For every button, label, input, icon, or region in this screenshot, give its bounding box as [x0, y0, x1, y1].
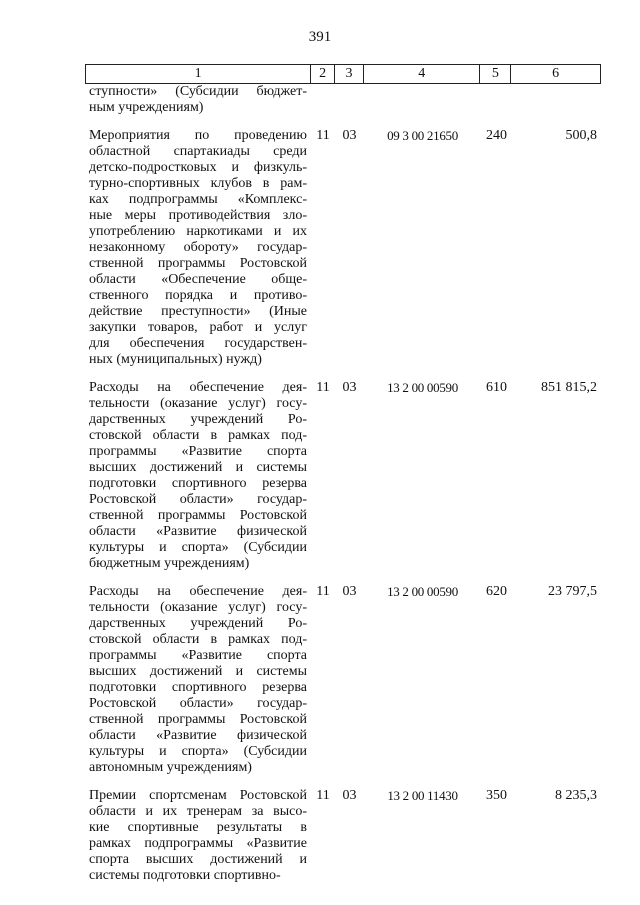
description-line: высших достижений и системы: [89, 460, 307, 475]
table-row: [85, 584, 601, 776]
description-line: Премии спортсменам Ростовской: [89, 788, 307, 803]
row-target-code: 09 3 00 21650: [387, 128, 458, 143]
header-col-2: 2: [311, 65, 335, 83]
description-line: употреблению наркотиками и их: [89, 224, 307, 239]
description-line: ках подпрограммы «Комплекс-: [89, 192, 307, 207]
description-line: тельности (оказание услуг) госу-: [89, 600, 307, 615]
description-line: программы «Развитие спорта: [89, 648, 307, 663]
row-section: 11: [316, 128, 330, 143]
description-line: программы «Развитие спорта: [89, 444, 307, 459]
row-section: 11: [316, 788, 330, 803]
row-description: [85, 128, 311, 368]
description-line: для обеспечения государствен-: [89, 336, 307, 351]
description-line: ных (муниципальных) нужд): [89, 352, 262, 367]
description-line: культуры и спорта» (Субсидии: [89, 540, 307, 555]
description-line: Расходы на обеспечение дея-: [89, 380, 307, 395]
header-col-6: 6: [552, 66, 560, 81]
row-description: [85, 788, 311, 884]
table-row: [85, 380, 601, 572]
description-line: автономным учреждениям): [89, 760, 252, 775]
row-subsection: 03: [342, 584, 357, 599]
page-number: 391: [308, 29, 332, 45]
description-line: ственной программы Ростовской: [89, 712, 307, 727]
description-line: Ростовской области» государ-: [89, 492, 307, 507]
description-line: рамках подпрограммы «Развитие: [89, 836, 307, 851]
row-section: 11: [316, 380, 330, 395]
row-amount: 500,8: [565, 128, 597, 143]
row-amount: 8 235,3: [555, 788, 597, 803]
row-target-code: 13 2 00 11430: [387, 788, 458, 803]
row-target-code: 13 2 00 00590: [387, 380, 458, 395]
row-amount: 23 797,5: [548, 584, 597, 599]
row-amount: 851 815,2: [541, 380, 597, 395]
description-line: турно-спортивных клубов в рам-: [89, 176, 307, 191]
description-line: ственной программы Ростовской: [89, 256, 307, 271]
row-subsection: 03: [342, 128, 357, 143]
row-expense-type: 620: [486, 584, 507, 599]
description-line: области «Развитие физической: [89, 524, 307, 539]
description-line: бюджетным учреждениям): [89, 556, 250, 571]
description-line: незаконному обороту» государ-: [89, 240, 307, 255]
description-line: стовской области в рамках под-: [89, 632, 307, 647]
header-col-1: 1: [86, 65, 311, 83]
description-line: областной спартакиады среди: [89, 144, 307, 159]
description-line: подготовки спортивного резерва: [89, 476, 307, 491]
description-line: системы подготовки спортивно-: [89, 868, 281, 883]
description-line: культуры и спорта» (Субсидии: [89, 744, 307, 759]
description-line: Расходы на обеспечение дея-: [89, 584, 307, 599]
description-line: спорта высших достижений и: [89, 852, 307, 867]
description-line: дарственных учреждений Ро-: [89, 616, 307, 631]
row-subsection: 03: [342, 788, 357, 803]
description-line: действие преступности» (Иные: [89, 304, 307, 319]
table-body: [85, 84, 601, 884]
description-line: Ростовской области» государ-: [89, 696, 307, 711]
description-line: закупки товаров, работ и услуг: [89, 320, 307, 335]
description-line: ственной программы Ростовской: [89, 508, 307, 523]
description-line: детско-подростковых и физкуль-: [89, 160, 307, 175]
description-line: дарственных учреждений Ро-: [89, 412, 307, 427]
header-col-3: 3: [335, 65, 364, 83]
description-line: области и их тренерам за высо-: [89, 804, 307, 819]
row-expense-type: 350: [486, 788, 507, 803]
description-line: ным учреждениям): [89, 100, 204, 115]
row-expense-type: 240: [486, 128, 507, 143]
table-header: [85, 64, 601, 84]
description-line: подготовки спортивного резерва: [89, 680, 307, 695]
description-line: области «Развитие физической: [89, 728, 307, 743]
description-line: области «Обеспечение обще-: [89, 272, 307, 287]
header-col-4: 4: [364, 65, 481, 83]
row-subsection: 03: [342, 380, 357, 395]
description-line: ступности» (Субсидии бюджет-: [89, 84, 307, 99]
description-line: высших достижений и системы: [89, 664, 307, 679]
description-line: кие спортивные результаты в: [89, 820, 307, 835]
table-row: [85, 84, 601, 116]
description-line: стовской области в рамках под-: [89, 428, 307, 443]
table-row: [85, 788, 601, 884]
row-description: [85, 380, 311, 572]
row-description: [85, 584, 311, 776]
header-col-5: 5: [480, 65, 511, 83]
row-expense-type: 610: [486, 380, 507, 395]
description-line: тельности (оказание услуг) госу-: [89, 396, 307, 411]
table-row: [85, 128, 601, 368]
row-section: 11: [316, 584, 330, 599]
description-line: ственного порядка и противо-: [89, 288, 307, 303]
row-target-code: 13 2 00 00590: [387, 584, 458, 599]
row-description: [85, 84, 311, 116]
description-line: ные меры противодействия зло-: [89, 208, 307, 223]
description-line: Мероприятия по проведению: [89, 128, 307, 143]
